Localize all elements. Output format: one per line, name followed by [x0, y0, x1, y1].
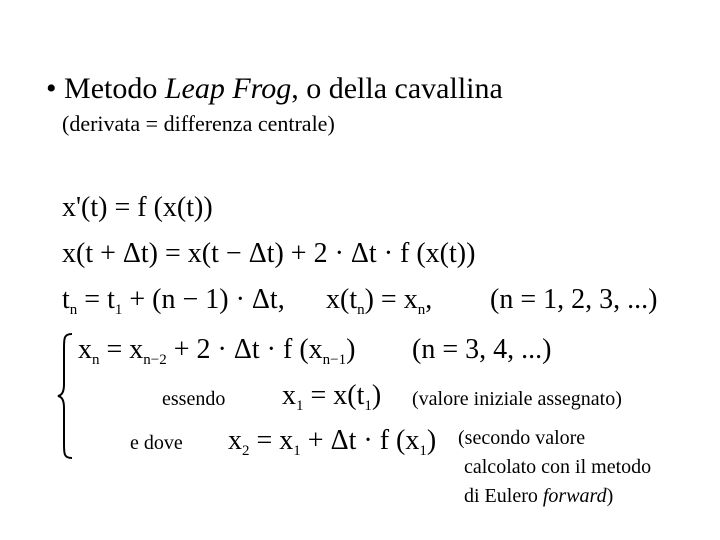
second-value-note-line2: calcolato con il metodo [464, 456, 652, 478]
title-prefix: Metodo [64, 72, 165, 105]
time-grid-equation: $t_n = t_1 + (n - 1) \cdot \Delta t$, [62, 284, 285, 318]
index-range: (n = 1, 2, 3, ...) [490, 284, 658, 315]
title-suffix: , o della cavallina [291, 72, 503, 105]
title-emphasis: Leap Frog [164, 72, 292, 105]
second-value-note-line3: di Eulero forward) [464, 485, 614, 507]
bullet: • [46, 72, 57, 105]
second-value-note-line1: (secondo valore [458, 427, 586, 449]
slide-title [46, 72, 503, 106]
discrete-state-equation: $x(t_n) = x_n$, [326, 284, 433, 318]
central-difference-equation: x(t + Δt) = x(t − Δt) + 2 · Δt · f (x(t)) [62, 238, 476, 269]
e-dove-label: e dove [130, 432, 183, 454]
system-brace [56, 332, 74, 460]
recurrence-equation: $x_n = x_{n-2} + 2 \cdot \Delta t \cdot f$ $(x_{n-1})$ [78, 334, 356, 368]
initial-value-note: (valore iniziale assegnato) [412, 388, 622, 410]
essendo-label: essendo [162, 388, 226, 410]
slide-subtitle: (derivata = differenza centrale) [62, 111, 335, 136]
second-value-equation: $x_2 = x_1 + \Delta t \cdot f$ $(x_1)$ [228, 425, 437, 459]
recurrence-range: (n = 3, 4, ...) [412, 334, 552, 365]
ode-equation: x'(t) = f (x(t)) [62, 192, 213, 223]
initial-value-equation: $x_1 = x(t_1)$ [282, 380, 382, 414]
